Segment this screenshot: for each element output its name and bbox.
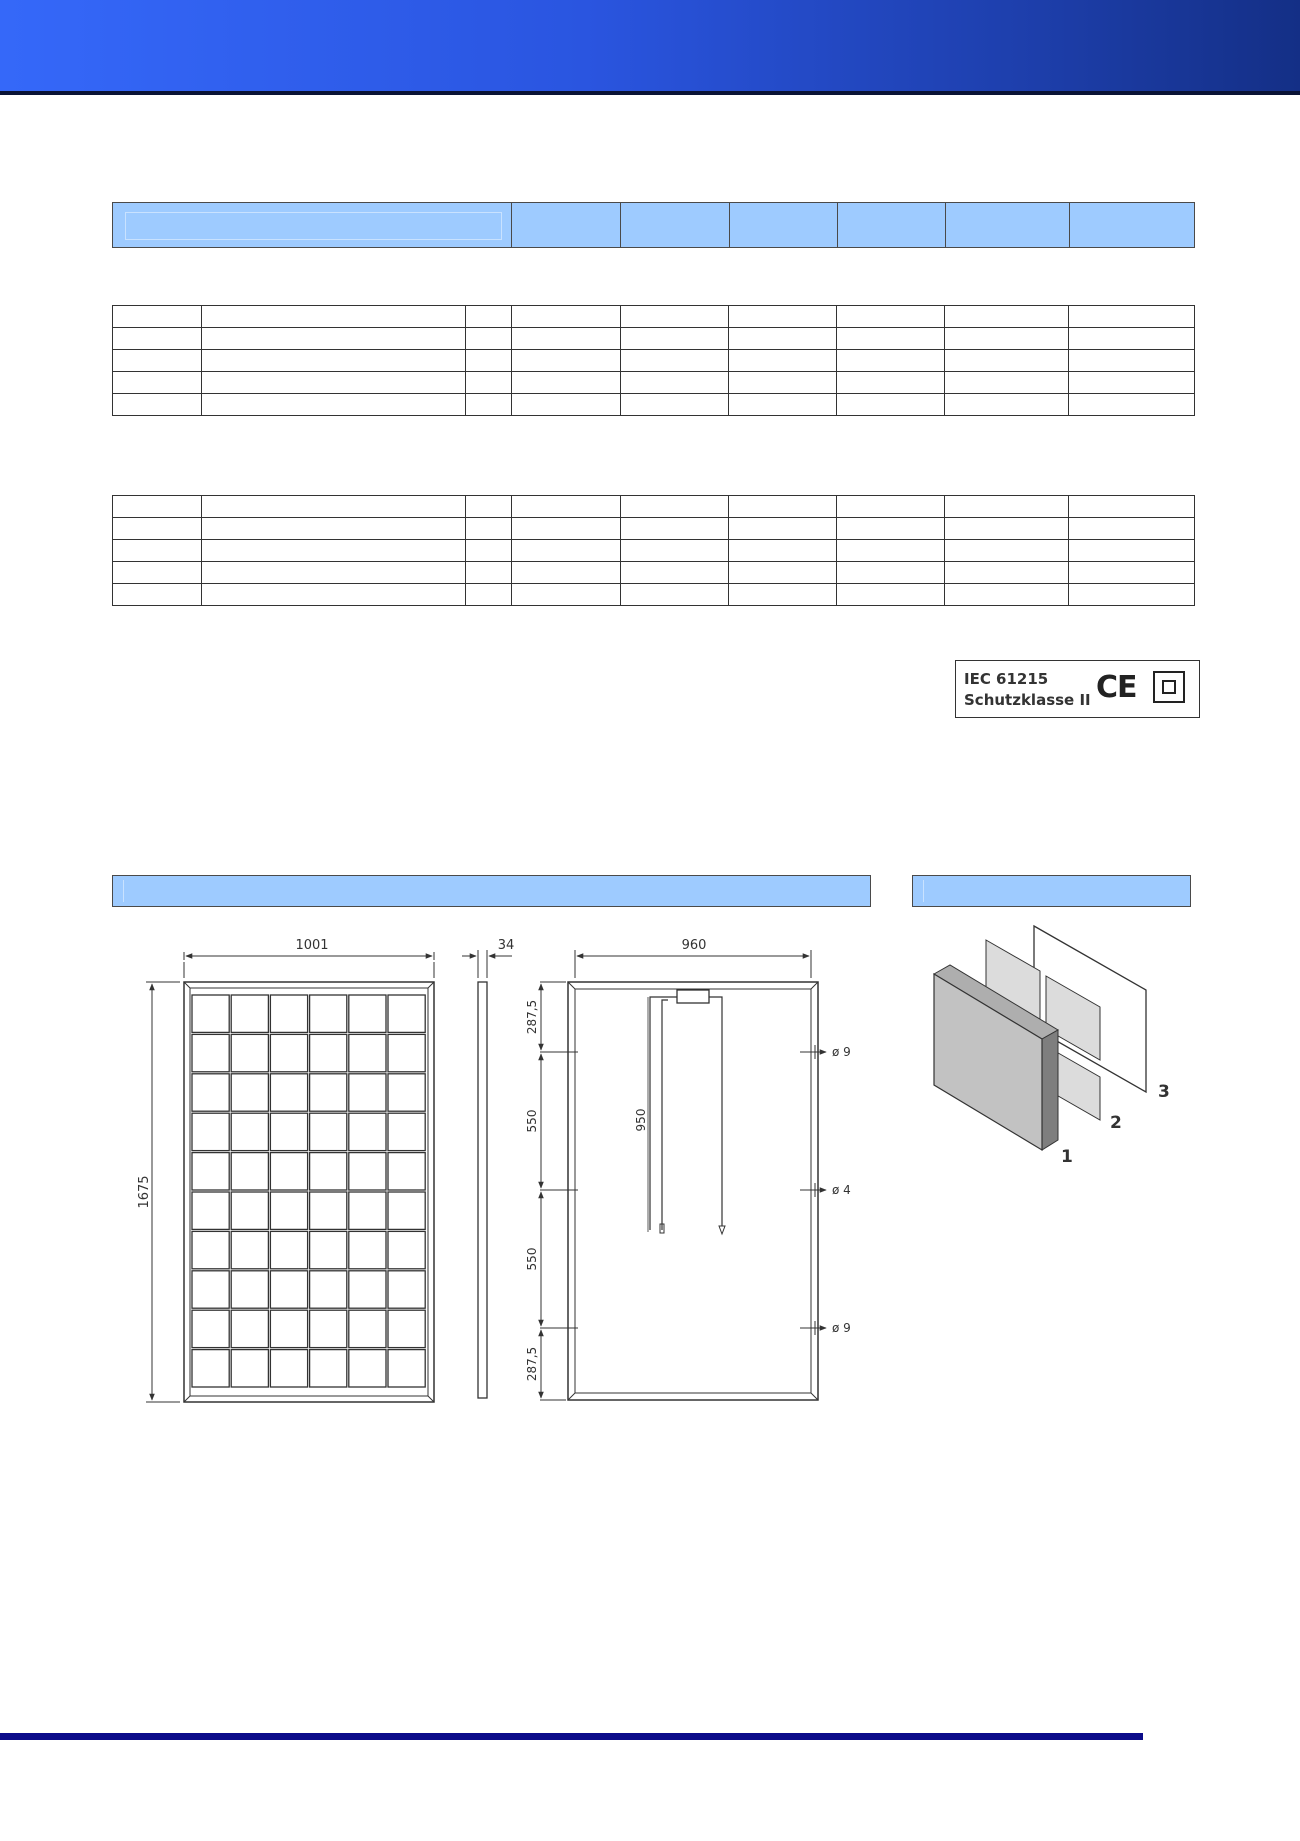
solar-cell <box>388 1350 425 1387</box>
solar-cell <box>388 1153 425 1190</box>
solar-cell <box>349 1231 386 1268</box>
front-view-drawing <box>146 952 434 1402</box>
solar-cell <box>231 1113 268 1150</box>
solar-cell <box>349 1192 386 1229</box>
front-view-cell-grid <box>192 995 425 1387</box>
solar-cell <box>192 1350 229 1387</box>
solar-cell <box>349 1350 386 1387</box>
rear-hole-middle-label: ø 4 <box>832 1183 851 1197</box>
rear-segment-lower-label: 550 <box>525 1247 539 1271</box>
iec-standard-label: IEC 61215 <box>964 670 1049 688</box>
solar-cell <box>192 1034 229 1071</box>
solar-cell <box>192 1153 229 1190</box>
solar-cell <box>270 1113 307 1150</box>
solar-cell <box>388 1231 425 1268</box>
solar-cell <box>231 1153 268 1190</box>
solar-cell <box>231 1310 268 1347</box>
rear-segment-bottom-label: 287,5 <box>525 1346 539 1382</box>
layer-1-label: 1 <box>1061 1147 1073 1167</box>
solar-cell <box>231 1074 268 1111</box>
solar-cell <box>270 1310 307 1347</box>
protection-class-label: Schutzklasse II <box>964 691 1091 709</box>
solar-cell <box>270 1350 307 1387</box>
front-width-label: 1001 <box>295 938 329 953</box>
solar-cell <box>349 1074 386 1111</box>
solar-cell <box>270 1231 307 1268</box>
solar-cell <box>388 1074 425 1111</box>
solar-cell <box>231 1192 268 1229</box>
solar-cell <box>388 1192 425 1229</box>
solar-cell <box>349 1034 386 1071</box>
solar-cell <box>310 1271 347 1308</box>
solar-cell <box>349 1113 386 1150</box>
solar-cell <box>349 995 386 1032</box>
solar-cell <box>310 995 347 1032</box>
solar-cell <box>231 1034 268 1071</box>
solar-cell <box>270 1192 307 1229</box>
footer-line <box>0 1733 1143 1740</box>
front-height-label: 1675 <box>137 1175 152 1209</box>
solar-cell <box>388 1271 425 1308</box>
solar-cell <box>192 1074 229 1111</box>
solar-cell <box>270 1034 307 1071</box>
solar-cell <box>310 1350 347 1387</box>
solar-cell <box>192 995 229 1032</box>
solar-cell <box>388 1310 425 1347</box>
solar-cell <box>231 1231 268 1268</box>
solar-cell <box>270 1271 307 1308</box>
side-depth-label: 34 <box>497 938 515 953</box>
solar-cell <box>310 1192 347 1229</box>
side-view-drawing <box>462 950 512 1398</box>
rear-hole-top-label: ø 9 <box>832 1045 851 1059</box>
solar-cell <box>310 1074 347 1111</box>
rear-cable-length-label: 950 <box>634 1108 648 1132</box>
solar-cell <box>192 1113 229 1150</box>
solar-cell <box>310 1310 347 1347</box>
solar-cell <box>349 1271 386 1308</box>
solar-cell <box>388 995 425 1032</box>
solar-cell <box>192 1310 229 1347</box>
solar-cell <box>310 1153 347 1190</box>
solar-cell <box>192 1192 229 1229</box>
solar-cell <box>310 1231 347 1268</box>
rear-segment-top-label: 287,5 <box>525 999 539 1035</box>
layer-2-label: 2 <box>1110 1113 1122 1133</box>
solar-cell <box>349 1310 386 1347</box>
solar-cell <box>270 1074 307 1111</box>
solar-cell <box>192 1231 229 1268</box>
solar-cell <box>388 1034 425 1071</box>
solar-cell <box>349 1153 386 1190</box>
solar-cell <box>231 1271 268 1308</box>
solar-cell <box>388 1113 425 1150</box>
solar-cell <box>231 1350 268 1387</box>
ce-mark-icon: CE <box>1096 670 1137 705</box>
layer-3-label: 3 <box>1158 1082 1170 1102</box>
solar-cell <box>310 1113 347 1150</box>
solar-cell <box>270 995 307 1032</box>
rear-segment-upper-label: 550 <box>525 1109 539 1133</box>
solar-cell <box>310 1034 347 1071</box>
solar-cell <box>270 1153 307 1190</box>
rear-width-label: 960 <box>681 938 707 953</box>
rear-view-drawing <box>540 950 826 1400</box>
rear-hole-bottom-label: ø 9 <box>832 1321 851 1335</box>
solar-cell <box>192 1271 229 1308</box>
solar-cell <box>231 995 268 1032</box>
